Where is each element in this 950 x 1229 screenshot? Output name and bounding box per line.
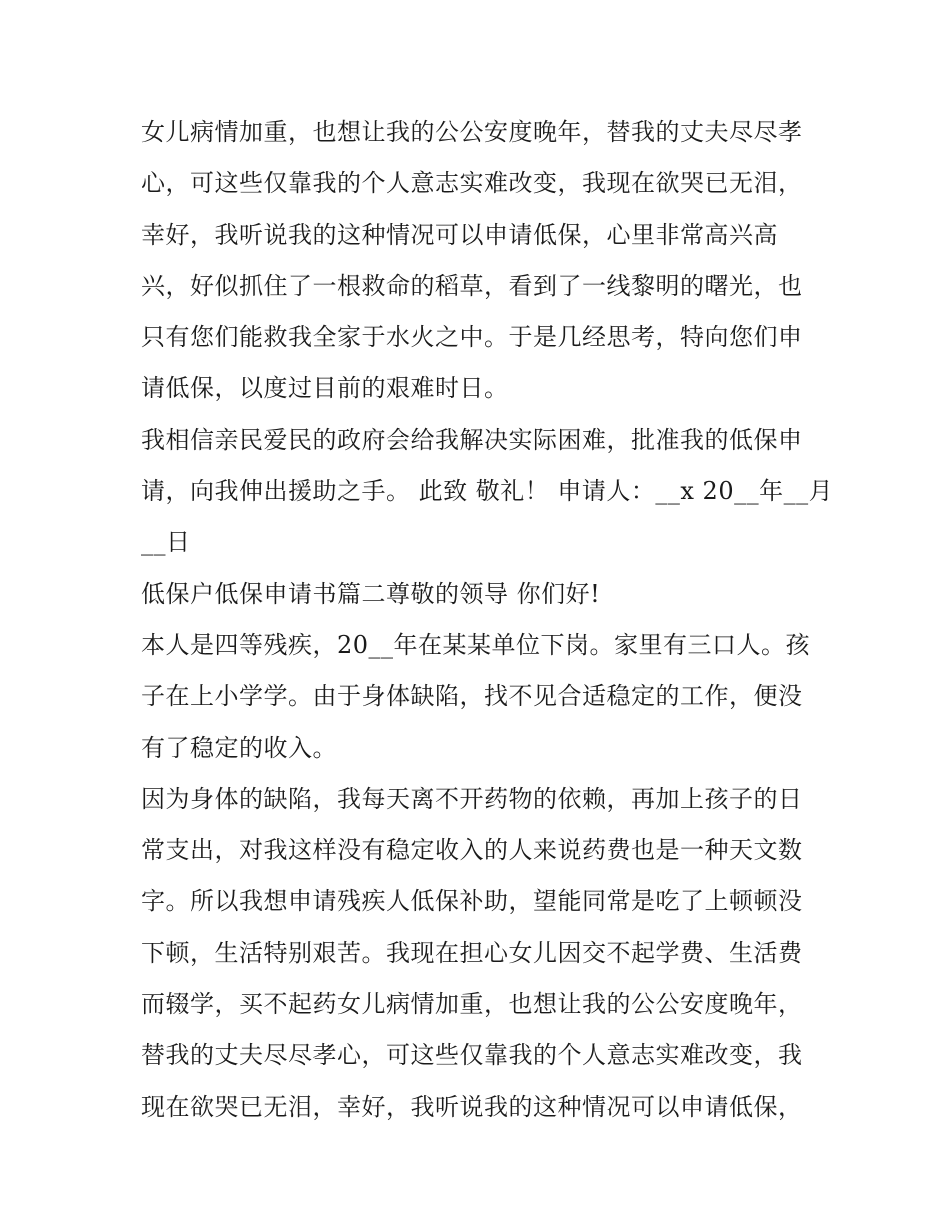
text-line: 请，向我伸出援助之手。 此致 敬礼！ 申请人：__x 20__年__月 (141, 477, 834, 506)
text-line: 常支出，对我这样没有稳定收入的人来说药费也是一种天文数 (141, 836, 803, 865)
text-line: 只有您们能救我全家于水火之中。于是几经思考，特向您们申 (141, 323, 803, 352)
text-line: __日 (141, 528, 191, 557)
text-line: 女儿病情加重，也想让我的公公安度晚年，替我的丈夫尽尽孝 (141, 118, 803, 146)
text-line: 字。所以我想申请残疾人低保补助，望能同常是吃了上顿顿没 (141, 887, 803, 916)
document-body (141, 107, 834, 1133)
section-heading: 低保户低保申请书篇二尊敬的领导 你们好! (141, 579, 601, 608)
text-line: 心，可这些仅靠我的个人意志实难改变，我现在欲哭已无泪， (141, 169, 803, 198)
text-line: 子在上小学学。由于身体缺陷，找不见合适稳定的工作，便没 (141, 682, 803, 711)
text-line: 下顿，生活特别艰苦。我现在担心女儿因交不起学费、生活费 (141, 938, 803, 967)
text-line: 替我的丈夫尽尽孝心，可这些仅靠我的个人意志实难改变，我 (141, 1041, 803, 1070)
text-line: 请低保，以度过目前的艰难时日。 (141, 374, 509, 403)
text-line: 有了稳定的收入。 (141, 733, 337, 762)
text-line: 现在欲哭已无泪，幸好，我听说我的这种情况可以申请低保， (141, 1092, 803, 1121)
text-line: 兴，好似抓住了一根救命的稻草，看到了一线黎明的曙光，也 (141, 271, 803, 300)
text-line: 因为身体的缺陷，我每天离不开药物的依赖，再加上孩子的日 (141, 784, 803, 813)
text-line: 本人是四等残疾，20__年在某某单位下岗。家里有三口人。孩 (141, 630, 811, 659)
text-line: 我相信亲民爱民的政府会给我解决实际困难，批准我的低保申 (141, 425, 803, 454)
text-line: 而辍学，买不起药女儿病情加重，也想让我的公公安度晚年， (141, 990, 803, 1019)
text-line: 幸好，我听说我的这种情况可以申请低保，心里非常高兴高 (141, 220, 778, 249)
